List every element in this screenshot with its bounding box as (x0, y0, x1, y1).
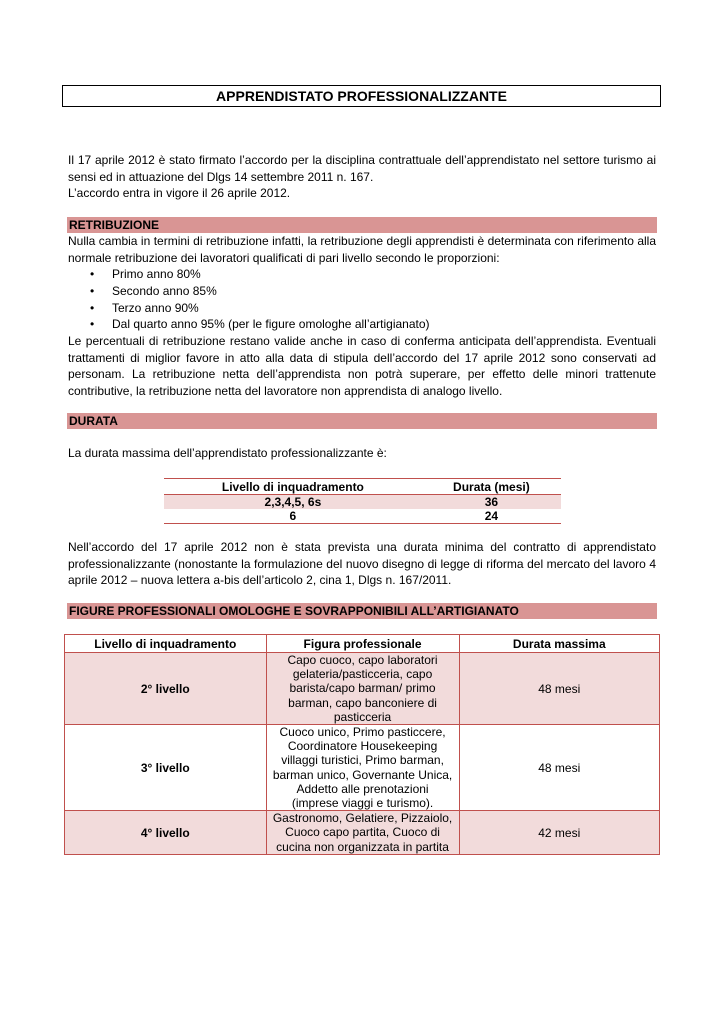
table-header: Durata (mesi) (422, 479, 561, 495)
figure-text: Capo cuoco, capo laboratori gelateria/pasticceria, capo barista/capo barman/ primo barman, capo banconiere di pasticceria (287, 653, 438, 724)
retribuzione-intro: Nulla cambia in termini di retribuzione infatti, la retribuzione degli apprendisti è determinata con riferimento alla normale retribuzione dei lavoratori qualificati di pari livello secondo le proporzioni: (68, 234, 656, 265)
retribuzione-outro: Le percentuali di retribuzione restano valide anche in caso di conferma anticipata dell’apprendista. Eventuali trattamenti di miglior favore in atto alla data di stipula dell’accordo del 17 aprile 2012 sono conservati ad personam. La retribuzione netta dell’apprendista non potrà superare, per effetto delle minori trattenute contributive, la retribuzione netta del lavoratore non apprendista di analogo livello. (68, 334, 656, 398)
table-row (65, 653, 660, 725)
durata-outro-text: Nell’accordo del 17 aprile 2012 non è stata prevista una durata minima del contratto di apprendistato professionalizzante (nonostante la formulazione del nuovo disegno di legge di riforma del mercato del lavoro 4 aprile 2012 – nuova lettera a-bis dell’articolo 2, cina 1, Dlgs n. 167/2011. (68, 540, 656, 587)
table-cell (266, 725, 459, 811)
table-cell: 24 (422, 509, 561, 524)
table-header: Figura professionale (266, 635, 459, 653)
table-cell (266, 811, 459, 855)
table-cell: 48 mesi (459, 653, 659, 725)
table-cell: 3° livello (65, 725, 267, 811)
table-cell: 6 (164, 509, 422, 524)
table-header: Livello di inquadramento (65, 635, 267, 653)
table-cell: 36 (422, 495, 561, 510)
durata-intro: La durata massima dell’apprendistato professionalizzante è: (68, 446, 387, 460)
durata-outro (68, 539, 656, 589)
figure-text: Cuoco unico, Primo pasticcere, Coordinatore Housekeeping villaggi turistici, Primo barman, barman unico, Governante Unica, Addetto alle prenotazioni (imprese viaggi e turismo). (272, 725, 453, 811)
table-cell: 42 mesi (459, 811, 659, 855)
figure-table (64, 634, 660, 855)
table-cell (266, 653, 459, 725)
intro-paragraph (68, 152, 656, 202)
table-row (65, 811, 660, 855)
table-row (164, 495, 561, 510)
table-header: Livello di inquadramento (164, 479, 422, 495)
retribuzione-list (68, 266, 656, 333)
table-row (164, 509, 561, 524)
intro-line-2: L’accordo entra in vigore il 26 aprile 2012. (68, 186, 291, 200)
table-cell: 2,3,4,5, 6s (164, 495, 422, 510)
table-header: Durata massima (459, 635, 659, 653)
table-cell: 2° livello (65, 653, 267, 725)
table-row (65, 725, 660, 811)
list-item: • Primo anno 80% (68, 266, 656, 283)
table-cell: 4° livello (65, 811, 267, 855)
figure-text: Gastronomo, Gelatiere, Pizzaiolo, Cuoco capo partita, Cuoco di cucina non organizzata in partita (272, 811, 453, 854)
intro-line-1: Il 17 aprile 2012 è stato firmato l’accordo per la disciplina contrattuale dell’apprendistato nel settore turismo ai sensi ed in attuazione del Dlgs 14 settembre 2011 n. 167. (68, 153, 656, 184)
durata-table (164, 478, 561, 524)
list-item: • Dal quarto anno 95% (per le figure omologhe all’artigianato) (68, 316, 656, 333)
list-item: • Terzo anno 90% (68, 300, 656, 317)
list-item: • Secondo anno 85% (68, 283, 656, 300)
page-title: APPRENDISTATO PROFESSIONALIZZANTE (62, 85, 661, 107)
retribuzione-body (68, 233, 656, 399)
section-heading-durata: DURATA (67, 413, 657, 429)
section-heading-retribuzione: RETRIBUZIONE (67, 217, 657, 233)
table-cell: 48 mesi (459, 725, 659, 811)
section-heading-figure: FIGURE PROFESSIONALI OMOLOGHE E SOVRAPPONIBILI ALL’ARTIGIANATO (67, 603, 657, 619)
